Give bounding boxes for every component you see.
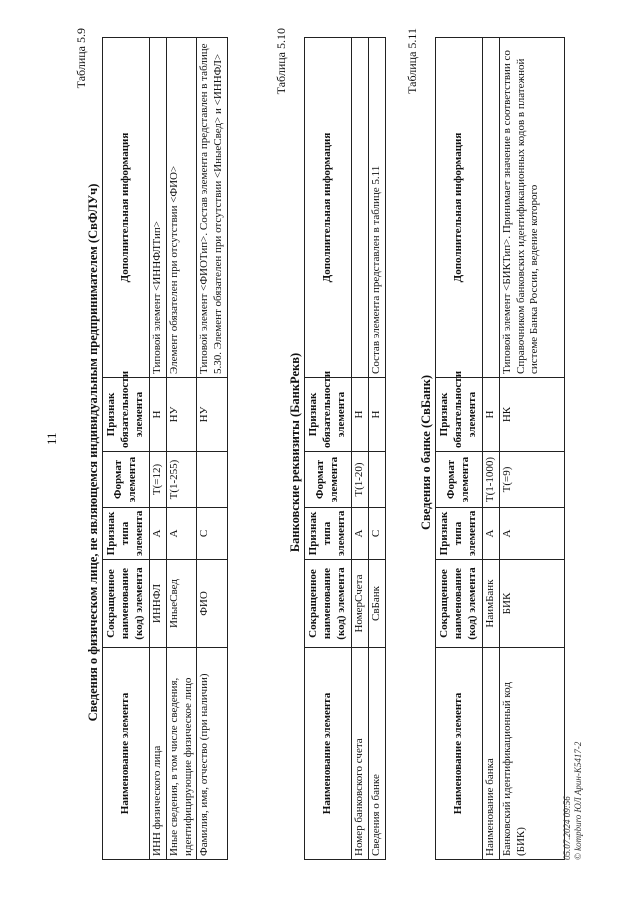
cell-format: Т(1-20) xyxy=(352,452,369,508)
cell-format xyxy=(368,452,385,508)
cell-required: Н xyxy=(150,378,167,452)
header-required: Признак обязательности элемента xyxy=(305,378,352,452)
cell-code: ИныеСвед xyxy=(166,560,197,648)
cell-format: Т(=12) xyxy=(150,452,167,508)
cell-type: А xyxy=(483,508,500,560)
cell-type: А xyxy=(166,508,197,560)
header-type: Признак типа элемента xyxy=(103,508,150,560)
table-title-5-9: Сведения о физическом лице, не являющемся индивидуальным предпринимателем (СвФЛУч) xyxy=(86,183,100,722)
cell-type: А xyxy=(352,508,369,560)
cell-name: Иные сведения, в том числе сведения, идентифицирующие физическое лицо xyxy=(166,648,197,860)
header-type: Признак типа элемента xyxy=(305,508,352,560)
header-name: Наименование элемента xyxy=(305,648,352,860)
header-info: Дополнительная информация xyxy=(305,38,352,378)
cell-format: Т(=9) xyxy=(499,452,564,508)
table-title-5-11: Сведения о банке (СвБанк) xyxy=(419,375,433,530)
header-code: Сокращенное наименование (код) элемента xyxy=(305,560,352,648)
table-5-11 xyxy=(435,37,565,860)
cell-info: Типовой элемент <БИКТип>. Принимает значение в соответствии со Справочником банковских идентификационных кодов в платежной системе Банка России, ведение которого xyxy=(499,38,564,378)
cell-code: НаимБанк xyxy=(483,560,500,648)
header-row xyxy=(436,38,483,860)
table-caption-5-9: Таблица 5.9 xyxy=(74,28,88,89)
cell-code: ФИО xyxy=(197,560,228,648)
table-row xyxy=(499,38,564,860)
table-caption-5-11: Таблица 5.11 xyxy=(405,28,419,94)
cell-format: Т(1-1000) xyxy=(483,452,500,508)
cell-name: Фамилия, имя, отчество (при наличии) xyxy=(197,648,228,860)
table-row xyxy=(352,38,369,860)
table-row xyxy=(166,38,197,860)
table-row xyxy=(197,38,228,860)
cell-info: Элемент обязателен при отсутствии <ФИО> xyxy=(166,38,197,378)
cell-name: Сведения о банке xyxy=(368,648,385,860)
table-5-10 xyxy=(304,37,386,860)
cell-code: БИК xyxy=(499,560,564,648)
table-title-5-10: Банковские реквизиты (БанкРекв) xyxy=(288,352,302,553)
header-name: Наименование элемента xyxy=(103,648,150,860)
cell-code: НомерСчета xyxy=(352,560,369,648)
cell-info: Типовой элемент <ИННФЛТип> xyxy=(150,38,167,378)
cell-required: Н xyxy=(368,378,385,452)
header-format: Формат элемента xyxy=(305,452,352,508)
cell-info: Типовой элемент <ФИОТип>. Состав элемента представлен в таблице 5.30. Элемент обязателен при отсутствии <ИныеСвед> и <ИННФЛ> xyxy=(197,38,228,378)
header-row xyxy=(305,38,352,860)
cell-name: Номер банковского счета xyxy=(352,648,369,860)
cell-info xyxy=(483,38,500,378)
cell-format: Т(1-255) xyxy=(166,452,197,508)
cell-info: Состав элемента представлен в таблице 5.11 xyxy=(368,38,385,378)
header-row xyxy=(103,38,150,860)
table-5-9 xyxy=(102,37,228,860)
cell-type: С xyxy=(368,508,385,560)
header-format: Формат элемента xyxy=(436,452,483,508)
print-stamp xyxy=(562,742,585,860)
table-row xyxy=(368,38,385,860)
header-name: Наименование элемента xyxy=(436,648,483,860)
page-number: 11 xyxy=(44,432,59,445)
table-caption-5-10: Таблица 5.10 xyxy=(274,28,288,95)
cell-format xyxy=(197,452,228,508)
cell-required: НК xyxy=(499,378,564,452)
cell-name: Наименование банка xyxy=(483,648,500,860)
cell-required: НУ xyxy=(197,378,228,452)
header-type: Признак типа элемента xyxy=(436,508,483,560)
cell-info xyxy=(352,38,369,378)
cell-code: ИННФЛ xyxy=(150,560,167,648)
header-info: Дополнительная информация xyxy=(436,38,483,378)
cell-required: НУ xyxy=(166,378,197,452)
header-required: Признак обязательности элемента xyxy=(436,378,483,452)
table-row xyxy=(150,38,167,860)
header-code: Сокращенное наименование (код) элемента xyxy=(436,560,483,648)
header-info: Дополнительная информация xyxy=(103,38,150,378)
table-row xyxy=(483,38,500,860)
cell-type: А xyxy=(150,508,167,560)
header-required: Признак обязательности элемента xyxy=(103,378,150,452)
cell-type: С xyxy=(197,508,228,560)
cell-code: СвБанк xyxy=(368,560,385,648)
stamp-date: 05.07.2024 09:56 xyxy=(562,796,572,860)
header-format: Формат элемента xyxy=(103,452,150,508)
cell-type: А xyxy=(499,508,564,560)
header-code: Сокращенное наименование (код) элемента xyxy=(103,560,150,648)
cell-required: Н xyxy=(352,378,369,452)
cell-required: Н xyxy=(483,378,500,452)
cell-name: Банковский идентификационный код (БИК) xyxy=(499,648,564,860)
stamp-source: © kompburo ЮЛ Арин-К5417-2 xyxy=(573,741,584,860)
cell-name: ИНН физического лица xyxy=(150,648,167,860)
